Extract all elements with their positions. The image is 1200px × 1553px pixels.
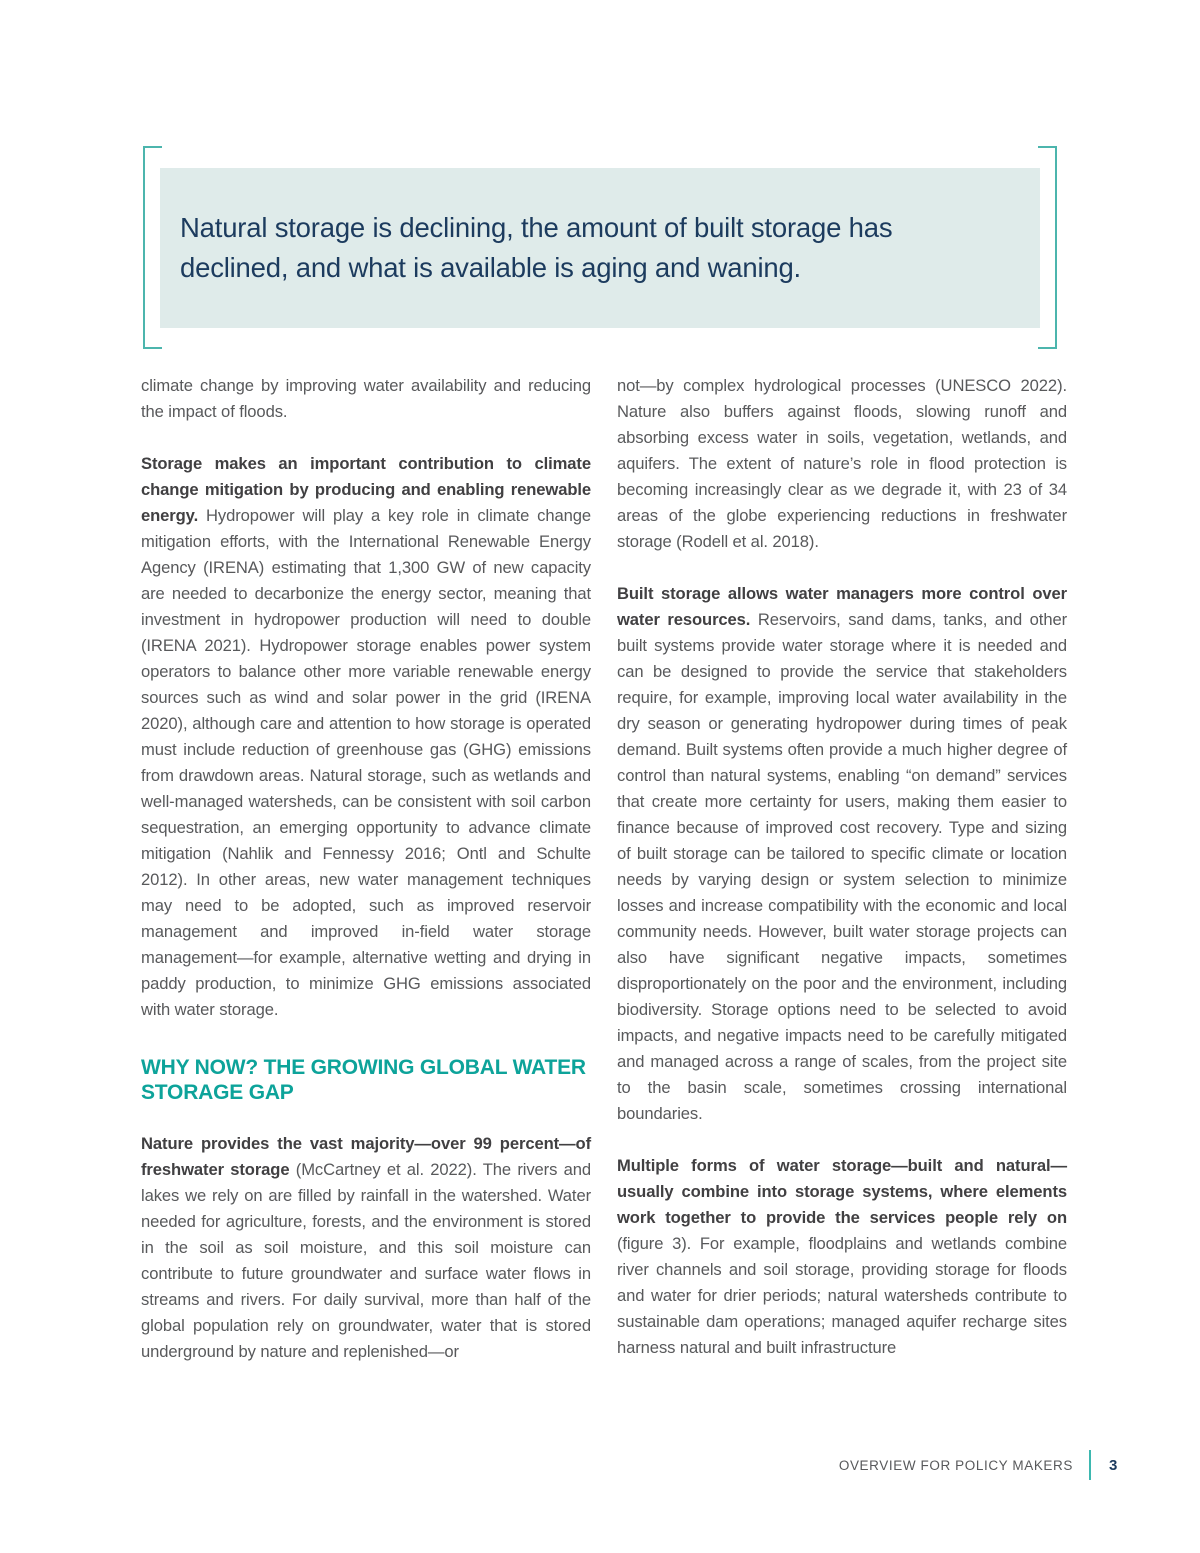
pull-quote-text: Natural storage is declining, the amount of built storage has declined, and what is available is aging and waning.: [180, 212, 893, 283]
paragraph-lead: Nature provides the vast majority—over 99 percent—of freshwater storage: [141, 1134, 591, 1179]
paragraph-text: Hydropower will play a key role in climate change mitigation efforts, with the International Renewable Energy Agency (IRENA) estimating that 1,300 GW of new capacity are needed to decarbonize the energy sector, meaning that investment in hydropower production will need to double (IRENA 2021). Hydropower storage enables power system operators to balance other more variable renewable energy sources such as wind and solar power in the grid (IRENA 2020), although care and attention to how storage is operated must include reduction of greenhouse gas (GHG) emissions from drawdown areas. Natural storage, such as wetlands and well-managed watersheds, can be consistent with soil carbon sequestration, an emerging opportunity to advance climate mitigation (Nahlik and Fennessy 2016; Ontl and Schulte 2012). In other areas, new water management techniques may need to be adopted, such as improved reservoir management and improved in-field water storage management—for example, alternative wetting and drying in paddy production, to minimize GHG emissions associated with water storage.: [141, 506, 591, 1019]
paragraph-lead: Storage makes an important contribution to climate change mitigation by producing and enabling renewable energy.: [141, 454, 591, 525]
page-number: 3: [1109, 1456, 1118, 1474]
paragraph-text: not—by complex hydrological processes (UNESCO 2022). Nature also buffers against floods, slowing runoff and absorbing excess water in soils, vegetation, wetlands, and aquifers. The extent of nature’s role in flood protection is becoming increasingly clear as we degrade it, with 23 of 34 areas of the globe experiencing reductions in freshwater storage (Rodell et al. 2018).: [617, 376, 1067, 551]
paragraph: [141, 373, 591, 425]
right-column: [617, 373, 1067, 1391]
paragraph: [141, 1131, 591, 1365]
paragraph-text: Reservoirs, sand dams, tanks, and other built systems provide water storage where it is needed and can be designed to provide the service that stakeholders require, for example, improving local water availability in the dry season or generating hydropower during times of peak demand. Built systems often provide a much higher degree of control than natural systems, enabling “on demand” services that create more certainty for users, making them easier to finance because of improved cost recovery. Type and sizing of built storage can be tailored to specific climate or location needs by varying design or system selection to minimize losses and increase compatibility with the economic and local community needs. However, built water storage projects can also have significant negative impacts, sometimes disproportionately on the poor and the environment, including biodiversity. Storage options need to be selected to avoid impacts, and negative impacts need to be carefully mitigated and managed across a range of scales, from the project site to the basin scale, sometimes crossing international boundaries.: [617, 610, 1067, 1123]
pull-quote: [160, 168, 1040, 328]
left-column: [141, 373, 591, 1391]
paragraph-lead: Built storage allows water managers more control over water resources.: [617, 584, 1067, 629]
page-footer: [141, 1450, 1137, 1480]
paragraph: [617, 1153, 1067, 1361]
footer-divider: [1089, 1450, 1091, 1480]
paragraph-text: climate change by improving water availability and reducing the impact of floods.: [141, 376, 591, 421]
paragraph: [617, 373, 1067, 555]
body-columns: [141, 373, 1067, 1391]
quote-bracket-right: [1038, 146, 1057, 349]
section-heading: WHY NOW? THE GROWING GLOBAL WATER STORAGE GAP: [141, 1056, 586, 1104]
paragraph: [617, 581, 1067, 1127]
paragraph-text: (McCartney et al. 2022). The rivers and lakes we rely on are filled by rainfall in the watershed. Water needed for agriculture, forests, and the environment is stored in the soil as soil moisture, and this soil moisture can contribute to future groundwater and surface water flows in streams and rivers. For daily survival, more than half of the global population rely on groundwater, water that is stored underground by nature and replenished—or: [141, 1160, 591, 1361]
paragraph-text: (figure 3). For example, floodplains and wetlands combine river channels and soil storage, providing storage for floods and water for drier periods; natural watersheds contribute to sustainable dam operations; managed aquifer recharge sites harness natural and built infrastructure: [617, 1234, 1067, 1357]
paragraph-lead: Multiple forms of water storage—built and natural—usually combine into storage systems, where elements work together to provide the services people rely on: [617, 1156, 1067, 1227]
paragraph: [141, 451, 591, 1023]
footer-label: OVERVIEW FOR POLICY MAKERS: [838, 1457, 1073, 1473]
